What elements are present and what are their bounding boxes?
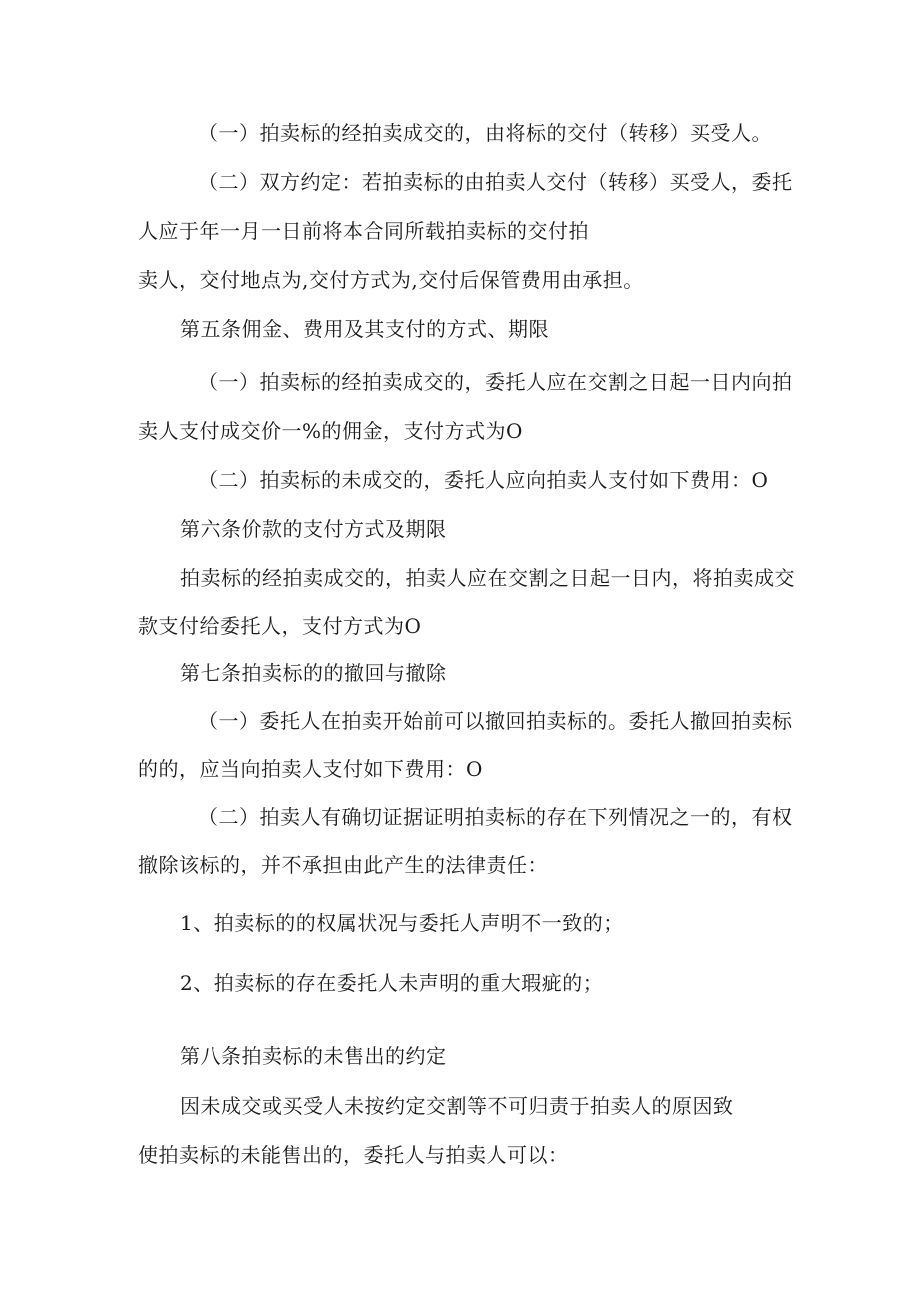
clause-7-condition-2: 2、拍卖标的存在委托人未声明的重大瑕疵的；: [180, 971, 604, 995]
clause-4-item-2-line-3: 卖人，交付地点为,交付方式为,交付后保管费用由承担。: [138, 268, 644, 292]
clause-7-item-1-line-2: 的的，应当向拍卖人支付如下费用：O: [138, 757, 483, 781]
clause-6-body-line-2: 款支付给委托人，支付方式为O: [138, 614, 422, 638]
clause-4-item-2-line-2: 人应于年一月一日前将本合同所载拍卖标的交付拍: [138, 219, 589, 243]
clause-5-item-2: （二）拍卖标的未成交的，委托人应向拍卖人支付如下费用：O: [198, 468, 769, 492]
clause-4-item-2-line-1: （二）双方约定：若拍卖标的由拍卖人交付（转移）买受人，委托: [198, 170, 793, 194]
clause-7-item-2-line-1: （二）拍卖人有确切证据证明拍卖标的存在下列情况之一的，有权: [198, 805, 793, 829]
clause-6-heading: 第六条价款的支付方式及期限: [180, 517, 447, 541]
clause-8-heading: 第八条拍卖标的未售出的约定: [180, 1044, 447, 1068]
clause-5-item-1-line-2: 卖人支付成交价一%的佣金，支付方式为O: [138, 419, 523, 443]
clause-5-heading: 第五条佣金、费用及其支付的方式、期限: [180, 317, 549, 341]
clause-8-body-line-2: 使拍卖标的未能售出的，委托人与拍卖人可以：: [138, 1143, 569, 1167]
clause-6-body-line-1: 拍卖标的经拍卖成交的，拍卖人应在交割之日起一日内，将拍卖成交: [180, 566, 795, 590]
clause-5-item-1-line-1: （一）拍卖标的经拍卖成交的，委托人应在交割之日起一日内向拍: [198, 370, 793, 394]
clause-7-heading: 第七条拍卖标的的撤回与撤除: [180, 661, 447, 685]
clause-7-item-1-line-1: （一）委托人在拍卖开始前可以撤回拍卖标的。委托人撤回拍卖标: [198, 709, 793, 733]
clause-7-condition-1: 1、拍卖标的的权属状况与委托人声明不一致的；: [180, 911, 624, 935]
clause-8-body-line-1: 因未成交或买受人未按约定交割等不可归责于拍卖人的原因致: [180, 1094, 734, 1118]
clause-4-item-1: （一）拍卖标的经拍卖成交的，由将标的交付（转移）买受人。: [198, 121, 772, 145]
clause-7-item-2-line-2: 撤除该标的，并不承担由此产生的法律责任：: [138, 853, 548, 877]
